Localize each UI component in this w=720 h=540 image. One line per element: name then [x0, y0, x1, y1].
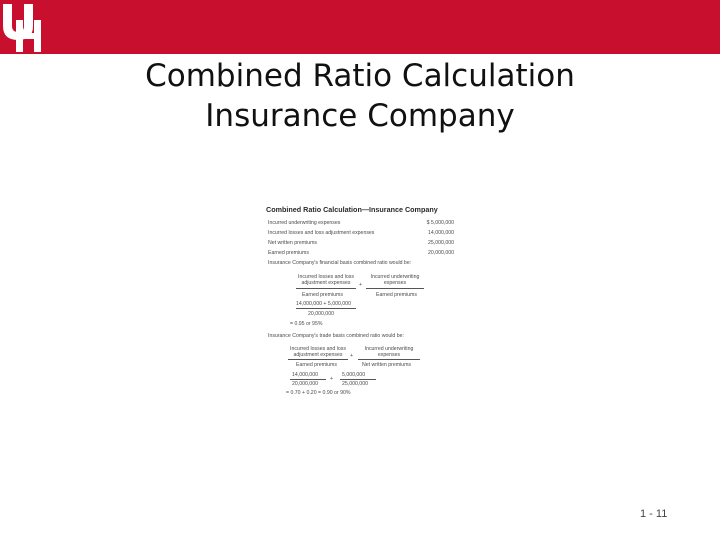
stat-plus: +: [350, 353, 354, 359]
row-label-losses: Incurred losses and loss adjustment expenses: [268, 230, 375, 236]
stat-result: = 0.70 + 0.20 = 0.90 or 90%: [286, 390, 351, 396]
row-label-net-written: Net written premiums: [268, 240, 318, 246]
row-label-underwriting: Incurred underwriting expenses: [268, 220, 341, 226]
trade-calc-line: [296, 308, 356, 309]
stat-numerator-2: Incurred underwriting expenses: [364, 346, 414, 358]
figure-heading: Combined Ratio Calculation—Insurance Company: [266, 205, 438, 214]
title-line-2: Insurance Company: [205, 98, 515, 134]
stat-denominator-1: Earned premiums: [296, 362, 337, 368]
row-amount-losses: 14,000,000: [428, 230, 454, 236]
slide-number: 1 - 11: [640, 508, 668, 520]
trade-fraction-line-2: [366, 288, 424, 289]
statutory-intro: Insurance Company's trade basis combined ratio would be:: [268, 333, 404, 339]
row-amount-net-written: 25,000,000: [428, 240, 454, 246]
slide-title: [60, 56, 660, 136]
stat-fraction-line-2: [358, 359, 420, 360]
trade-numerator-1: Incurred losses and loss adjustment expenses: [298, 274, 354, 286]
stat-calc-line-1: [290, 379, 326, 380]
row-amount-underwriting: $ 5,000,000: [426, 220, 454, 226]
calculation-figure: [262, 200, 458, 400]
trade-denominator-2: Earned premiums: [376, 292, 417, 298]
header-bar: [0, 0, 720, 54]
trade-calc-denominator-value: 20,000,000: [308, 311, 334, 317]
row-label-earned: Earned premiums: [268, 250, 309, 256]
title-line-1: Combined Ratio Calculation: [145, 58, 575, 94]
trade-plus: +: [359, 282, 363, 288]
trade-basis-intro: Insurance Company's financial basis combined ratio would be:: [268, 260, 412, 266]
trade-numerator-2: Incurred underwriting expenses: [370, 274, 420, 286]
trade-denominator-1: Earned premiums: [302, 292, 343, 298]
trade-result: = 0.95 or 95%: [290, 321, 323, 327]
stat-calc-denominator-1: 20,000,000: [292, 381, 318, 387]
stat-denominator-2: Net written premiums: [362, 362, 412, 368]
stat-calc-numerator-1: 14,000,000: [292, 372, 318, 378]
stat-fraction-line-1: [288, 359, 348, 360]
stat-calc-plus: +: [330, 376, 334, 382]
trade-fraction-line-1: [296, 288, 356, 289]
stat-calc-denominator-2: 25,000,000: [342, 381, 368, 387]
row-amount-earned: 20,000,000: [428, 250, 454, 256]
university-logo-icon: [0, 0, 46, 54]
trade-calc-numerator: 14,000,000 + 5,000,000: [296, 301, 351, 307]
stat-numerator-1: Incurred losses and loss adjustment expenses: [290, 346, 346, 358]
stat-calc-line-2: [340, 379, 376, 380]
stat-calc-numerator-2: 5,000,000: [342, 372, 366, 378]
